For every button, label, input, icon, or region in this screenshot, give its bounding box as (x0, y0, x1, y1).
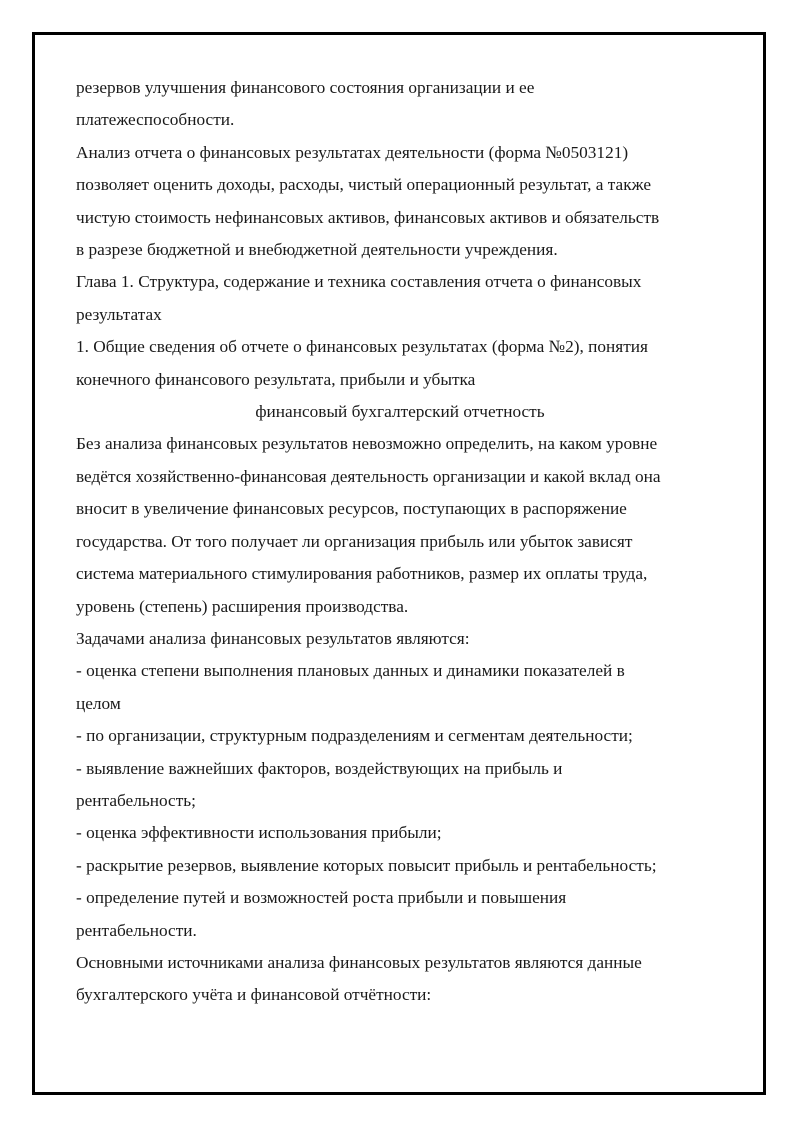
text-line: ведётся хозяйственно-финансовая деятельность организации и какой вклад она (76, 466, 661, 486)
text-line: финансовый бухгалтерский отчетность (255, 402, 545, 422)
text-line: позволяет оценить доходы, расходы, чистый операционный результат, а также (76, 175, 652, 195)
text-line: платежеспособности. (76, 110, 235, 130)
text-line: результатах (76, 304, 162, 324)
document-body (76, 72, 724, 1012)
text-line: - выявление важнейших факторов, воздействующих на прибыль и (76, 758, 563, 778)
text-line: рентабельности. (76, 920, 197, 940)
text-line: система материального стимулирования работников, размер их оплаты труда, (76, 564, 648, 584)
text-line: - оценка степени выполнения плановых данных и динамики показателей в (76, 661, 625, 681)
text-line: конечного финансового результата, прибыли и убытка (76, 369, 476, 389)
text-line: рентабельность; (76, 790, 196, 810)
text-line: вносит в увеличение финансовых ресурсов, поступающих в распоряжение (76, 499, 627, 519)
text-line: бухгалтерского учёта и финансовой отчётности: (76, 985, 432, 1005)
text-line: 1. Общие сведения об отчете о финансовых результатах (форма №2), понятия (76, 337, 648, 357)
text-line: целом (76, 693, 121, 713)
text-line: резервов улучшения финансового состояния организации и ее (76, 78, 535, 97)
text-line: Основными источниками анализа финансовых результатов являются данные (76, 952, 642, 972)
text-line: уровень (степень) расширения производства. (76, 596, 409, 616)
text-line: - определение путей и возможностей роста прибыли и повышения (76, 888, 567, 908)
text-line: - раскрытие резервов, выявление которых повысит прибыль и рентабельность; (76, 855, 657, 875)
text-line: - оценка эффективности использования прибыли; (76, 823, 442, 843)
text-line: государства. От того получает ли организация прибыль или убыток зависят (76, 531, 633, 551)
text-line: - по организации, структурным подразделениям и сегментам деятельности; (76, 726, 633, 746)
text-line: Анализ отчета о финансовых результатах деятельности (форма №0503121) (76, 142, 629, 162)
text-line: Глава 1. Структура, содержание и техника составления отчета о финансовых (76, 272, 642, 292)
text-line: в разрезе бюджетной и внебюджетной деятельности учреждения. (76, 240, 558, 260)
text-line: Без анализа финансовых результатов невозможно определить, на каком уровне (76, 434, 658, 454)
text-line: Задачами анализа финансовых результатов являются: (76, 628, 470, 648)
text-line: чистую стоимость нефинансовых активов, финансовых активов и обязательств (76, 207, 660, 227)
